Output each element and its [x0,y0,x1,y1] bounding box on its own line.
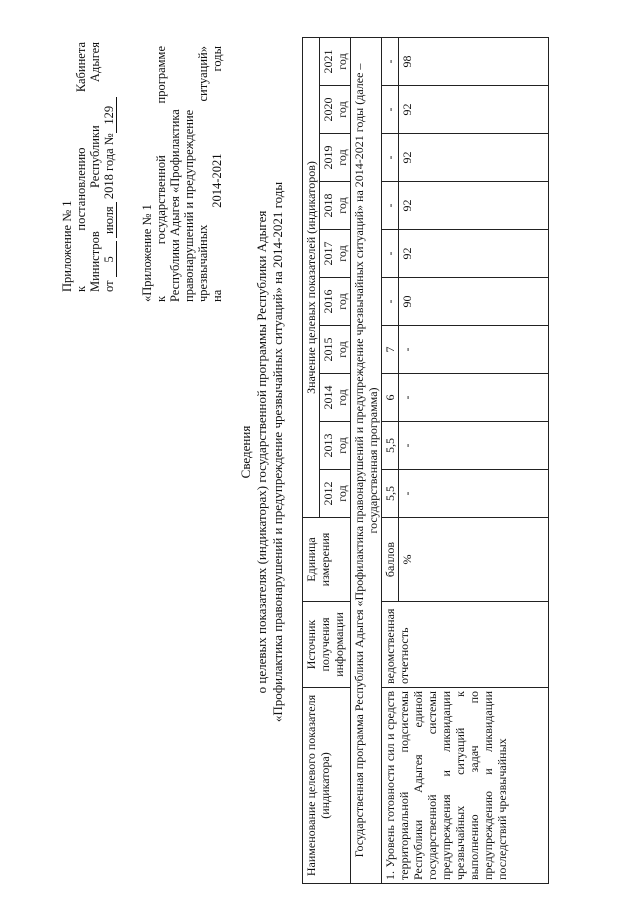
date-year: 2018 года [102,148,116,200]
indicator-unit: баллов [382,518,399,602]
appendix-word: программе [154,46,168,104]
number-sign: № [102,133,116,146]
appendix-word: годы [210,46,224,72]
year-suffix: год [335,485,349,502]
indicator-value: - [382,182,399,230]
year-suffix: год [335,149,349,166]
header-values: Значение целевых показателей (индикаторов) [303,38,320,518]
appendix-word: Министров [88,231,102,292]
program-appendix-line: правонарушений и предупреждение [182,109,196,302]
appendix-date-line [102,42,117,292]
year-label: 2014 [321,385,335,410]
indicator-value: - [382,134,399,182]
year-suffix: год [335,389,349,406]
indicator-source: ведомственная отчетность [382,602,549,688]
year-header [320,230,351,278]
table-header-row [303,38,320,884]
year-label: 2019 [321,145,335,170]
indicator-value: 5,5 [382,422,399,470]
indicator-value: - [382,278,399,326]
appendix-title: Приложение № 1 [60,200,74,292]
year-suffix: год [335,197,349,214]
indicator-value: 6 [382,374,399,422]
indicator-value: - [399,326,549,374]
year-label: 2016 [321,289,335,314]
year-label: 2012 [321,481,335,506]
year-header [320,86,351,134]
indicator-name: 1. Уровень готовности сил и средств территориальной подсистемы Республики Адыгея единой государственной системы предупреждения и ликвидации чрезвычайных ситуаций к выполнению задач по предупреждению и ликвидации последствий чрезвычайных [382,688,549,884]
appendix-word: постановлению [74,147,88,231]
year-header [320,422,351,470]
indicator-value: 7 [382,326,399,374]
table-row [382,38,399,884]
document-page [40,12,600,892]
appendix-line [74,42,88,292]
year-suffix: год [335,437,349,454]
indicator-value: - [399,470,549,518]
indicator-value: 92 [399,230,549,278]
program-appendix-title: «Приложение № 1 [140,204,154,302]
year-suffix: год [335,101,349,118]
year-header [320,470,351,518]
document-subtitle: о целевых показателях (индикаторах) государственной программы Республики Адыгея [254,210,269,694]
year-header [320,134,351,182]
indicator-value: 90 [399,278,549,326]
year-header [320,326,351,374]
indicator-value: - [382,38,399,86]
section-title: Государственная программа Республики Адыгея «Профилактика правонарушений и предупреждение чрезвычайных ситуаций» на 2014-2021 годы (далее – государственная программа) [351,38,382,884]
indicator-unit: % [399,518,549,602]
indicator-value: - [382,230,399,278]
date-day: 5 [102,241,117,277]
appendix-word: 2014-2021 [210,153,224,208]
year-label: 2017 [321,241,335,266]
year-suffix: год [335,341,349,358]
program-appendix-line [196,46,210,302]
date-prefix: от [102,280,116,292]
year-suffix: год [335,245,349,262]
indicator-value: 92 [399,86,549,134]
year-suffix: год [335,293,349,310]
indicator-value: 5,5 [382,470,399,518]
year-label: 2020 [321,97,335,122]
year-label: 2015 [321,337,335,362]
indicator-value: 92 [399,182,549,230]
year-label: 2021 [321,49,335,74]
appendix-word: на [210,289,224,302]
resolution-number: 129 [102,97,117,133]
appendix-word: государственной [154,155,168,245]
year-label: 2018 [321,193,335,218]
indicator-value: - [382,86,399,134]
year-header [320,374,351,422]
appendix-word: чрезвычайных [196,224,210,302]
appendix-word: Адыгея [88,42,102,83]
program-appendix-line [210,46,224,302]
appendix-word: Кабинета [74,42,88,93]
indicator-value: - [399,374,549,422]
indicator-value: 92 [399,134,549,182]
indicators-table [302,37,549,884]
table-section-row [351,38,382,884]
appendix-line [88,42,102,292]
appendix-word: к [154,295,168,302]
year-label: 2013 [321,433,335,458]
document-subtitle: «Профилактика правонарушений и предупреждение чрезвычайных ситуаций» на 2014-2021 годы [270,181,285,723]
year-header [320,278,351,326]
program-appendix-block [140,46,224,302]
year-suffix: год [335,53,349,70]
header-unit: Единица измерения [303,518,351,602]
appendix-word: Республики [88,125,102,189]
document-title: Сведения [238,425,253,479]
year-header [320,182,351,230]
indicator-value: - [399,422,549,470]
header-indicator-name: Наименование целевого показателя (индикатора) [303,688,351,884]
indicator-value: 98 [399,38,549,86]
appendix-word: к [74,285,88,292]
program-appendix-line: Республики Адыгея «Профилактика [168,109,182,302]
date-month: июля [102,202,117,238]
year-header [320,38,351,86]
header-source: Источник получения информации [303,602,351,688]
program-appendix-line [154,46,168,302]
appendix-word: ситуаций» [196,46,210,102]
appendix-block [60,42,117,292]
